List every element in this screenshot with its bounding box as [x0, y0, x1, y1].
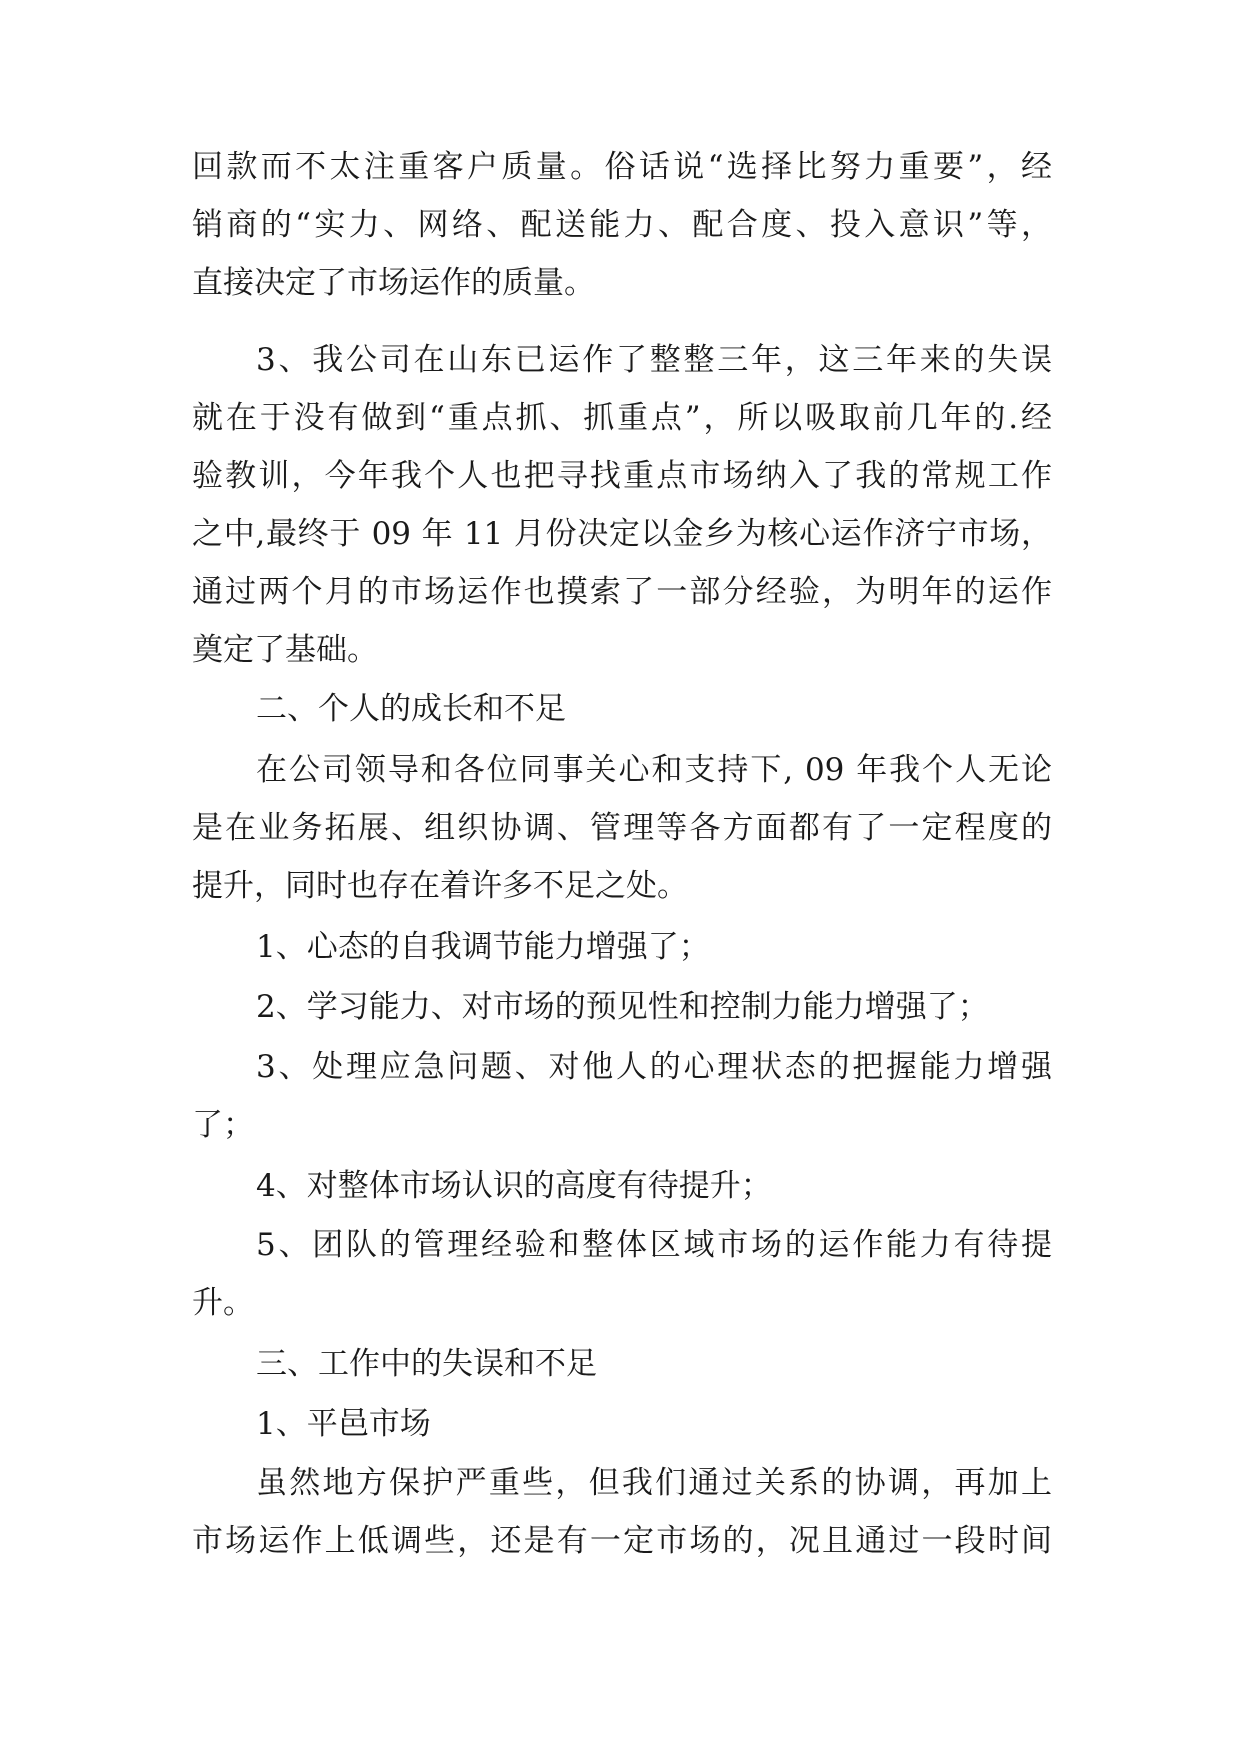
- list-item: 5、团队的管理经验和整体区域市场的运作能力有待提: [256, 1227, 1052, 1263]
- text-line: 回款而不太注重客户质量。俗话说“选择比努力重要”，经: [192, 149, 1052, 185]
- section-heading: 二、个人的成长和不足: [256, 691, 566, 727]
- text-line: 了；: [192, 1107, 254, 1143]
- text-line: 之中,最终于 09 年 11 月份决定以金乡为核心运作济宁市场，: [192, 516, 1052, 552]
- text-line: 奠定了基础。: [192, 632, 378, 668]
- text-line: 直接决定了市场运作的质量。: [192, 265, 595, 301]
- text-line: 销商的“实力、网络、配送能力、配合度、投入意识”等，: [192, 207, 1052, 243]
- text-line: 3、我公司在山东已运作了整整三年，这三年来的失误: [256, 342, 1052, 378]
- text-line: 就在于没有做到“重点抓、抓重点”，所以吸取前几年的.经: [192, 400, 1052, 436]
- text-line: 虽然地方保护严重些，但我们通过关系的协调，再加上: [256, 1465, 1052, 1501]
- list-item: 1、平邑市场: [256, 1406, 431, 1442]
- text-line: 在公司领导和各位同事关心和支持下, 09 年我个人无论: [256, 752, 1052, 788]
- section-heading: 三、工作中的失误和不足: [256, 1346, 597, 1382]
- list-item: 4、对整体市场认识的高度有待提升；: [256, 1168, 772, 1204]
- text-line: 升。: [192, 1285, 254, 1321]
- list-item: 3、处理应急问题、对他人的心理状态的把握能力增强: [256, 1049, 1052, 1085]
- text-line: 通过两个月的市场运作也摸索了一部分经验，为明年的运作: [192, 574, 1052, 610]
- list-item: 2、学习能力、对市场的预见性和控制力能力增强了；: [256, 989, 989, 1025]
- text-line: 市场运作上低调些，还是有一定市场的，况且通过一段时间: [192, 1523, 1052, 1559]
- list-item: 1、心态的自我调节能力增强了；: [256, 929, 710, 965]
- text-line: 提升，同时也存在着许多不足之处。: [192, 868, 688, 904]
- text-line: 验教训，今年我个人也把寻找重点市场纳入了我的常规工作: [192, 458, 1052, 494]
- text-line: 是在业务拓展、组织协调、管理等各方面都有了一定程度的: [192, 810, 1052, 846]
